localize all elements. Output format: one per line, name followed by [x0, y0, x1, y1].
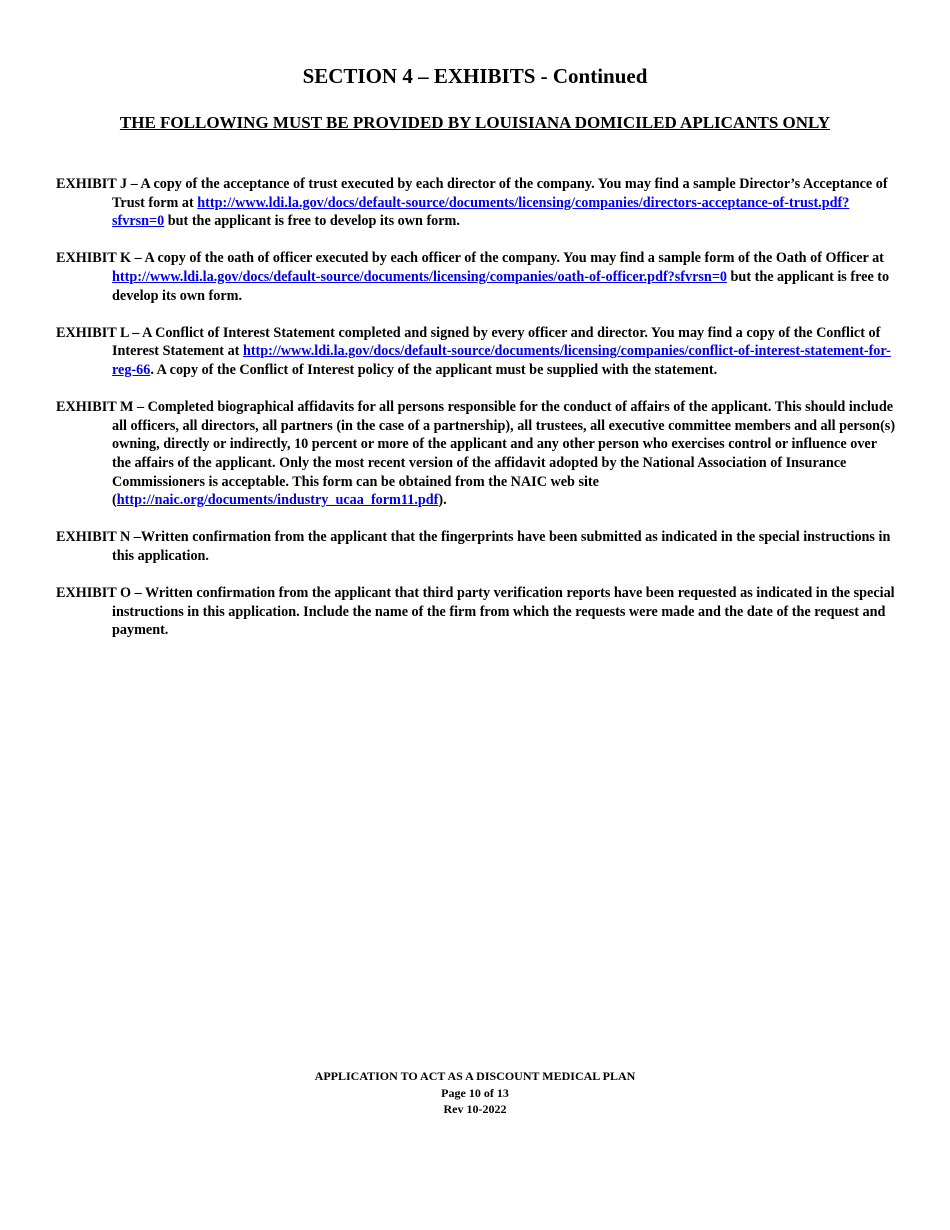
exhibit-j-text-after: but the applicant is free to develop its own form. [164, 213, 460, 230]
exhibit-l-text-after: . A copy of the Conflict of Interest policy of the applicant must be supplied with the statement. [150, 361, 718, 378]
page-footer [0, 1068, 950, 1118]
section-title: SECTION 4 – EXHIBITS - Continued [302, 64, 648, 88]
exhibit-list [56, 175, 898, 658]
exhibit-o-text: EXHIBIT O – Written confirmation from the applicant that third party verification reports have been requested as indicated in the special instructions in this application. Include the name of the firm from which the requests were made and the date of the request and payment. [56, 585, 895, 639]
exhibit-m-text-after: ). [438, 492, 447, 509]
exhibit-n [56, 528, 898, 565]
exhibit-k [56, 249, 898, 305]
exhibit-o [56, 584, 898, 640]
exhibit-l [56, 324, 898, 380]
footer-application-title: APPLICATION TO ACT AS A DISCOUNT MEDICAL PLAN [314, 1069, 636, 1083]
exhibit-k-text: EXHIBIT K – A copy of the oath of officer executed by each officer of the company. You may find a sample form of the Oath of Officer at [56, 250, 884, 267]
subtitle-text: THE FOLLOWING MUST BE PROVIDED BY LOUISIANA DOMICILED APLICANTS ONLY [119, 113, 831, 132]
exhibit-k-link[interactable]: http://www.ldi.la.gov/docs/default-source/documents/licensing/companies/oath-of-officer.pdf?sfvrsn=0 [112, 268, 727, 285]
exhibit-j [56, 175, 898, 231]
exhibit-l-text: EXHIBIT L – A Conflict of Interest Statement completed and signed by every officer and director. You may find a copy of the Conflict of Interest Statement at [56, 324, 881, 360]
footer-page-number: Page 10 of 13 [441, 1085, 509, 1100]
exhibit-j-text: EXHIBIT J – A copy of the acceptance of trust executed by each director of the company. You may find a sample Director’s Acceptance of Trust form at [56, 176, 888, 211]
section-subtitle [0, 112, 950, 134]
footer-revision: Rev 10-2022 [443, 1102, 507, 1116]
exhibit-l-link[interactable]: http://www.ldi.la.gov/docs/default-source/documents/licensing/companies/conflict-of-interest-statement-for-reg-66 [112, 343, 891, 378]
exhibit-m [56, 398, 898, 510]
exhibit-m-text: EXHIBIT M – Completed biographical affidavits for all persons responsible for the conduct of affairs of the applicant. This should include all officers, all directors, all partners (in the case of a partnership), all trustees, all executive committee members and all person(s) owning, directly or indirectly, 10 percent or more of the applicant and any other person who exercises control or influence over the affairs of the applicant. Only the most recent version of the affidavit adopted by the National Association of Insurance Commissioners is acceptable. This form can be obtained from the NAIC web site ( [56, 399, 896, 509]
exhibit-m-link[interactable]: http://naic.org/documents/industry_ucaa_form11.pdf [116, 492, 439, 509]
exhibit-k-text-after: but the applicant is free to develop its own form. [112, 268, 890, 304]
exhibit-n-text: EXHIBIT N –Written confirmation from the applicant that the fingerprints have been submitted as indicated in the special instructions in this application. [56, 529, 891, 564]
exhibit-j-link[interactable]: http://www.ldi.la.gov/docs/default-source/documents/licensing/companies/directors-acceptance-of-trust.pdf?sfvrsn=0 [112, 194, 850, 230]
